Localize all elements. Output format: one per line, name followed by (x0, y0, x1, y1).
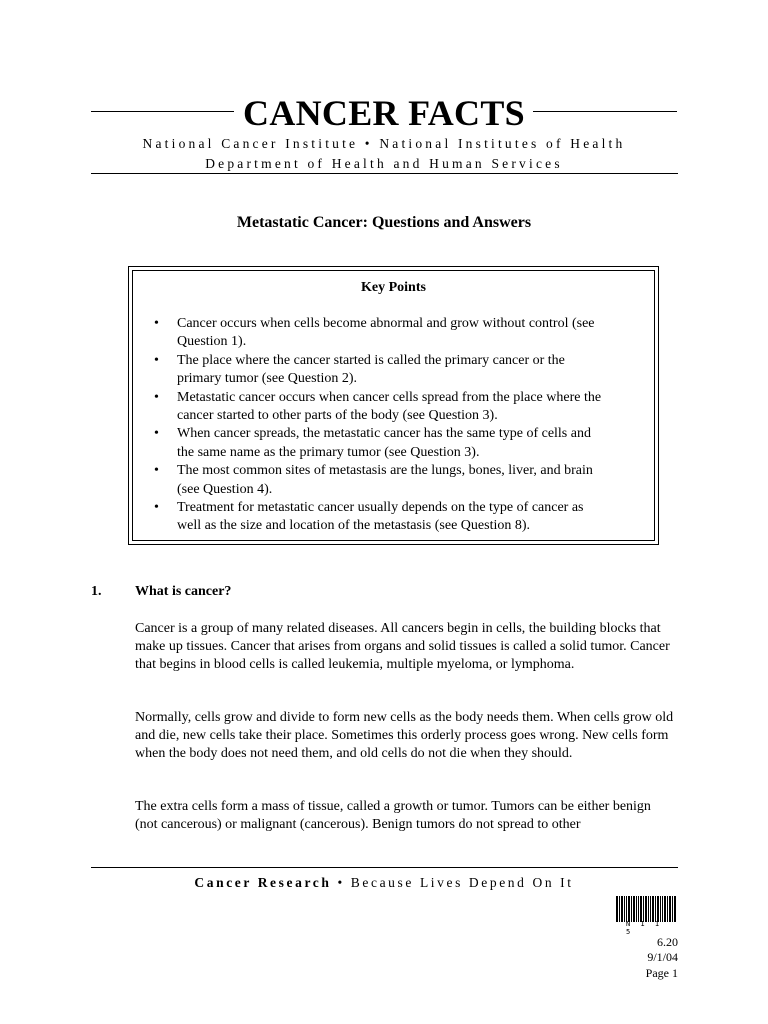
key-point-text: Cancer occurs when cells become abnormal and grow without control (see Question 1). (177, 316, 595, 350)
revision-date: 9/1/04 (647, 950, 678, 964)
body-paragraph-1: Cancer is a group of many related diseases. All cancers begin in cells, the building blocks that make up tissues. Cancer that arises from organs and solid tissues is called a solid tumor. Cancer that begins in blood cells is called leukemia, multiple myeloma, or lymphoma. (135, 621, 670, 673)
key-point-item (133, 389, 607, 426)
body-paragraph-3: The extra cells form a mass of tissue, called a growth or tumor. Tumors can be either benign (not cancerous) or malignant (cancerous). Benign tumors do not spread to other (135, 799, 651, 833)
key-points-box (128, 266, 659, 545)
key-point-text: The place where the cancer started is called the primary cancer or the primary tumor (see Question 2). (177, 352, 565, 387)
bullet-icon: • (154, 463, 159, 479)
key-point-item (133, 425, 607, 462)
key-point-text: When cancer spreads, the metastatic cancer has the same type of cells and the same name as the primary tumor (see Question 3). (177, 426, 591, 460)
agency-line-2: Department of Health and Human Services (205, 156, 563, 171)
key-point-text: The most common sites of metastasis are the lungs, bones, liver, and brain (see Question 4). (177, 463, 593, 497)
footer-separator: • (337, 875, 345, 890)
document-title: Metastatic Cancer: Questions and Answers (236, 214, 532, 231)
bullet-icon: • (154, 426, 159, 442)
key-point-item (133, 499, 607, 536)
footer-slogan (0, 875, 768, 891)
bullet-icon: • (154, 352, 159, 368)
footer-slogan-rest: Because Lives Depend On It (350, 875, 574, 890)
masthead-title: CANCER FACTS (243, 93, 525, 133)
barcode-icon (616, 896, 676, 922)
body-paragraph-2: Normally, cells grow and divide to form new cells as the body needs them. When cells grow old and die, new cells take their place. Sometimes this orderly process goes wrong. New cells form when the body does not need them, and old cells do not die when they should. (135, 710, 674, 762)
barcode-digits: N 1 1 5 (626, 920, 663, 936)
bullet-icon: • (154, 316, 159, 331)
key-points-list (133, 315, 607, 536)
header-underline (91, 173, 678, 174)
key-points-heading: Key Points (361, 280, 426, 295)
fact-sheet-number: 6.20 (657, 935, 678, 949)
key-point-text: Metastatic cancer occurs when cancer cells spread from the place where the cancer started to other parts of the body (see Question 3). (177, 389, 602, 424)
question-number: 1. (91, 584, 102, 599)
agency-line-1: National Cancer Institute • National Institutes of Health (142, 136, 626, 151)
key-point-text: Treatment for metastatic cancer usually depends on the type of cancer as well as the size and location of the metastasis (see Question 8). (177, 500, 584, 534)
page-number: Page 1 (645, 966, 678, 980)
key-point-item (133, 352, 607, 389)
question-heading: What is cancer? (135, 584, 232, 599)
footer-slogan-bold: Cancer Research (194, 875, 332, 890)
key-point-item (133, 462, 607, 499)
key-point-item (133, 315, 607, 352)
footer-rule (91, 867, 678, 868)
bullet-icon: • (154, 500, 159, 516)
bullet-icon: • (154, 389, 159, 405)
header-rule-right (533, 111, 677, 112)
key-points-inner-border (132, 270, 655, 541)
